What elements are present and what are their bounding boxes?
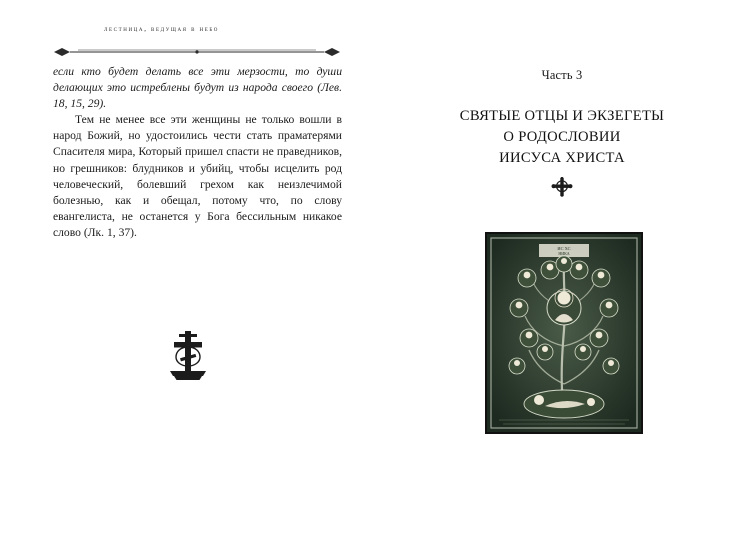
title-line-3: ИИСУСА ХРИСТА <box>499 150 625 166</box>
title-line-2: О РОДОСЛОВИИ <box>503 129 621 145</box>
paragraph-scripture-quote: если кто будет делать все эти мерзости, то души делающих это истреблены будут из народа своего (Лев. 18, 15, 29). <box>53 65 342 111</box>
small-cross-icon <box>551 177 573 197</box>
title-line-1: СВЯТЫЕ ОТЦЫ И ЭКЗЕГЕТЫ <box>459 108 665 124</box>
icon-tree-of-jesse-image <box>487 234 641 432</box>
left-page <box>0 0 374 540</box>
running-head: лестница, ведущая в небо <box>104 24 220 33</box>
rule-ornament-icon <box>52 46 342 58</box>
cross-ornament-icon <box>160 327 216 383</box>
page-title <box>402 106 722 169</box>
body-text-column <box>53 64 342 241</box>
part-label: Часть 3 <box>541 68 583 82</box>
svg-text:ИС ХС: ИС ХС <box>557 246 571 251</box>
paragraph-commentary: Тем не менее все эти женщины не только вошли в народ Божий, но удостоились чести стать праматерями Спасителя мира, Который пришел спасти не праведников, но грешников: блудников и убийц, чтобы исцелить род человеческий, болевший грехом как неизлечимой болезнью, как и обещал, потому что, по слову евангелиста, не останется у Бога бессильным никакое слово (Лк. 1, 37). <box>53 113 342 239</box>
svg-text:НИКА: НИКА <box>558 251 570 256</box>
illustration-plate <box>485 232 643 434</box>
right-page <box>375 0 749 540</box>
